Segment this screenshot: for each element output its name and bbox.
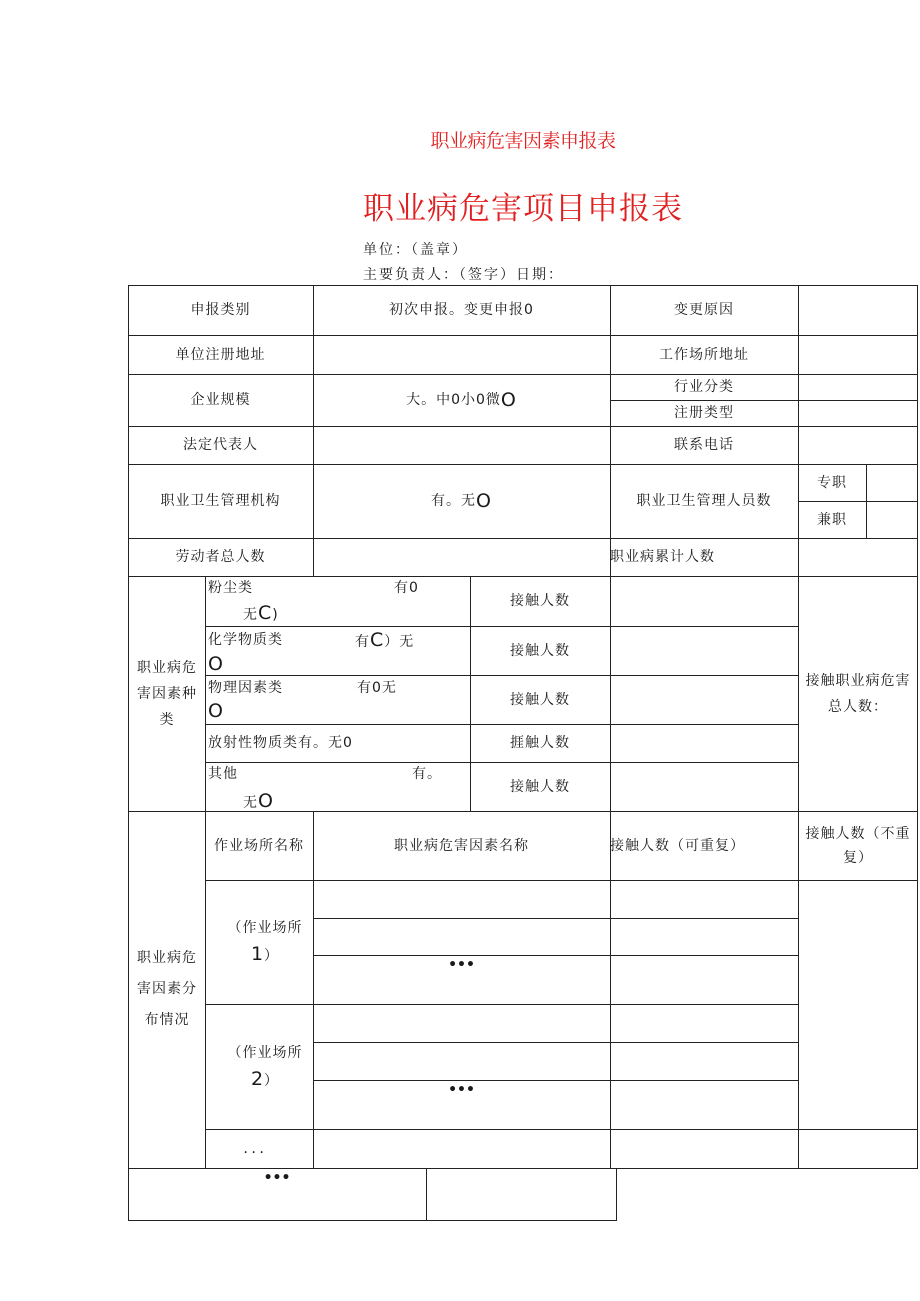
scale-value[interactable] [313,374,610,426]
hazard-radio-contact: 捱触人数 [510,735,570,751]
hazard-phys-circle[interactable]: O [208,700,224,722]
hazard-phys-contact: 接触人数 [510,691,570,708]
col-factor: 职业病危害因素名称 [394,837,529,854]
workplace-1: （作业场所1） [227,920,303,965]
reg-address-label: 单位注册地址 [175,346,266,363]
more-workplaces: ．．． [243,1140,275,1157]
hazard-other-label: 其他 [208,766,238,782]
hazard-chem-circle[interactable]: O [208,653,224,675]
cases-total-label: 职业病累计人数 [610,549,715,565]
scale-circle: O [500,389,517,411]
workplace-2-ellipsis: ••• [448,1082,475,1098]
hazard-dust-contact: 接触人数 [510,593,570,609]
scale-options: 大。中0小0微 [406,392,501,408]
hazard-chem-label: 化学物质类 [208,632,283,648]
hazard-dust-label: 粉尘类 [208,580,253,596]
fulltime-label: 专职 [817,474,847,491]
hazard-chem-contact: 接触人数 [510,642,570,659]
oh-staff-label: 职业卫生管理人员数 [636,493,772,509]
reg-type-label: 注册类型 [674,405,734,421]
principal-line: 主要负责人：（签字）日期： [363,267,564,283]
oh-org-circle: O [476,490,492,512]
workplace-2: （作业场所2） [227,1044,303,1090]
scale-label: 企业规模 [190,392,251,408]
oh-org-value[interactable] [313,464,610,538]
phone-label: 联系电话 [674,437,734,453]
hazard-dust-yes[interactable]: 有0 [394,580,419,596]
col-workplace: 作业场所名称 [214,837,304,854]
hazard-other-no[interactable]: 无O [243,790,274,812]
hazard-radio-label[interactable]: 放射性物质类有。无0 [208,735,353,751]
workplace-1-ellipsis: ••• [448,957,475,973]
oh-org-label: 职业卫生管理机构 [160,493,281,509]
col-contact-norep: 接触人数（不重复） [805,825,911,866]
work-address-label: 工作场所地址 [659,346,749,363]
distribution-label: 职业病危害因素分布情况 [137,950,197,1028]
contact-total-label: 接触职业病危害总人数： [805,672,911,715]
oh-org-options: 有。无 [431,493,477,509]
parttime-label: 兼职 [817,511,847,528]
hazard-phys-label: 物理因素类 [208,680,283,696]
workers-total-label: 劳动者总人数 [175,549,266,565]
hazard-dust-no[interactable]: 无C) [243,602,279,624]
bottom-ellipsis: ••• [263,1170,291,1186]
hazard-other-contact: 接触人数 [510,778,570,795]
legal-rep-label: 法定代表人 [183,437,258,453]
hazard-kinds-label: 职业病危害因素种类 [137,659,197,728]
col-contact-rep: 接触人数（可重复） [610,837,745,854]
industry-label: 行业分类 [674,379,734,395]
hazard-other-yes[interactable]: 有。 [412,766,442,782]
hazard-chem-options[interactable]: 有C）无 [355,629,415,651]
hazard-phys-options[interactable]: 有0无 [357,680,397,696]
declare-type-label: 申报类别 [190,302,251,318]
declare-type-value[interactable]: 初次申报。变更申报0 [389,302,534,318]
small-title: 职业病危害因素申报表 [430,130,616,152]
unit-line: 单位：（盖章） [363,242,468,258]
main-title: 职业病危害项目申报表 [363,191,683,227]
change-reason-label: 变更原因 [674,302,734,318]
